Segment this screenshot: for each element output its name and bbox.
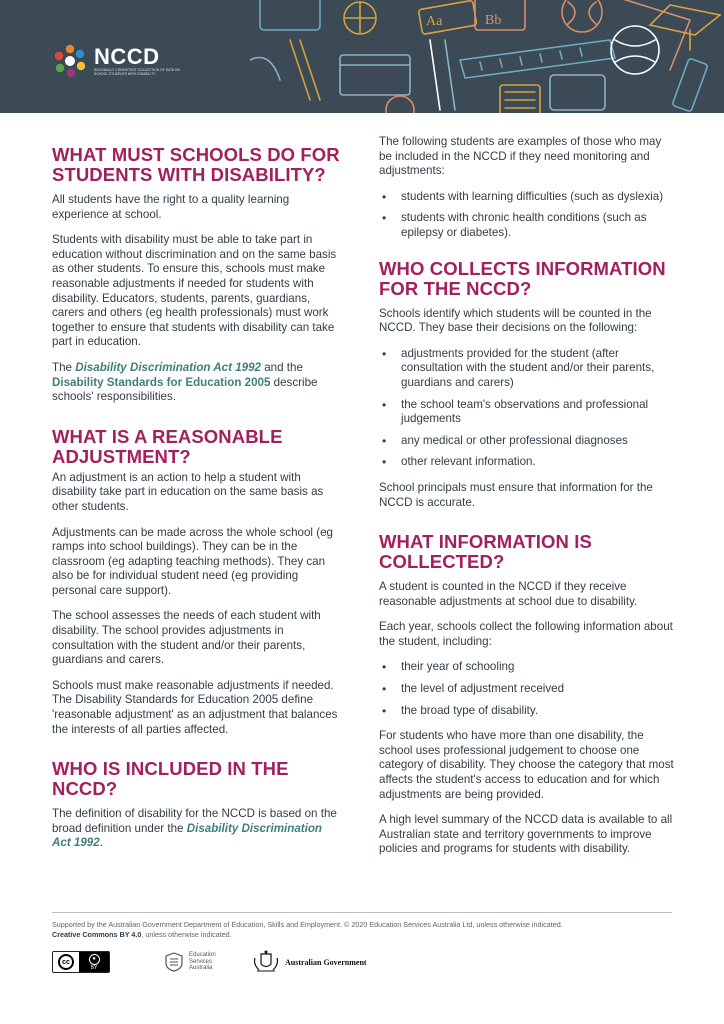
paragraph: For students who have more than one disability, the school uses professional judgement to choose one category of disability. They choose the category that most affects the student's access to education and for which adjustments are being provided. (379, 729, 674, 801)
list-item: • their year of schooling (379, 660, 676, 675)
paragraph: Schools identify which students will be counted in the NCCD. They base their decisions on the following: (379, 306, 652, 335)
text: . (99, 836, 103, 850)
paragraph: A high level summary of the NCCD data is available to all Australian state and territory governments to improve policies and programs for students with disability. (379, 813, 673, 856)
nccd-logo-icon (52, 43, 88, 79)
australian-government-logo (251, 950, 367, 974)
list-item: • any medical or other professional diagnoses (379, 434, 676, 449)
paragraph: Each year, schools collect the following information about the student, including: (379, 620, 673, 648)
heading-who-collects: WHO COLLECTS INFORMATION FOR THE NCCD? (379, 257, 666, 299)
logo-title: NCCD (94, 44, 160, 69)
footer-line: Supported by the Australian Government Department of Education, Skills and Employment. © 2020 Education Services Australia Ltd, unless otherwise indicated. (52, 920, 563, 929)
header-banner (0, 0, 724, 113)
paragraph: Schools must make reasonable adjustments if needed. The Disability Standards for Education 2005 define 'reasonable adjustment' as an adjustment that balances the interests of all parties affected. (52, 678, 338, 736)
list-item: • adjustments provided for the student (after consultation with the student and/or their parents, guardians and carers) (379, 347, 676, 391)
paragraph: An adjustment is an action to help a student with disability take part in education on the same basis as other students. (52, 470, 324, 513)
svg-text:Bb: Bb (485, 13, 502, 28)
nccd-logo (52, 41, 189, 81)
paragraph: A student is counted in the NCCD if they receive reasonable adjustments at school due to disability. (379, 580, 638, 608)
license-link[interactable]: Creative Commons BY 4.0 (52, 929, 142, 939)
svg-text:Aa: Aa (426, 14, 443, 29)
right-column (379, 135, 676, 857)
link-disability-standards[interactable]: Disability Standards for Education 2005 (52, 375, 271, 389)
footer-divider (52, 912, 672, 913)
coat-of-arms-icon (251, 950, 281, 974)
esa-logo (164, 952, 225, 972)
government-label: Australian Government (285, 957, 367, 967)
text: The definition of disability for the NCCD is based on the broad definition under the (52, 807, 337, 835)
paragraph: Adjustments can be made across the whole school (eg ramps into school buildings). They can be in the classroom (eg adapting teaching methods). They can also be for individual student need (eg providing personal care support). (52, 525, 333, 597)
text: The (52, 360, 76, 374)
paragraph-legislation (52, 361, 342, 405)
heading-who-is-included: WHO IS INCLUDED IN THE NCCD? (52, 758, 289, 800)
paragraph: All students have the right to a quality learning experience at school. (52, 193, 290, 221)
paragraph: The school assesses the needs of each student with disability. The school provides adjustments in consultation with the student and/or their parents, guardians and carers. (52, 609, 321, 667)
list-item: • the level of adjustment received (379, 682, 676, 697)
list-item: • students with chronic health conditions (such as epilepsy or diabetes). (379, 211, 676, 240)
text: describe schools' responsibilities. (52, 375, 318, 404)
bullet-list-decisions (379, 347, 676, 470)
list-item: • students with learning difficulties (such as dyslexia) (379, 190, 676, 205)
left-column (52, 145, 342, 851)
footer-copyright (52, 920, 672, 939)
heading-what-information: WHAT INFORMATION IS COLLECTED? (379, 531, 592, 573)
esa-shield-icon (164, 952, 184, 972)
paragraph-definition (52, 807, 342, 851)
text: and the (260, 360, 303, 374)
cc-by-label: BY (90, 964, 98, 971)
paragraph: Students with disability must be able to take part in education without discrimination and on the same basis as other students. To ensure this, schools must make reasonable adjustments if needed for students with disability. Educators, students, parents, guardians, carers and others (eg health professionals) must work together to ensure that students with disability can take part in education. (52, 233, 337, 349)
text: , unless otherwise indicated. (141, 929, 232, 939)
creative-commons-badge[interactable] (52, 951, 110, 973)
list-item: • other relevant information. (379, 455, 676, 470)
cc-icon: cc (58, 954, 74, 970)
esa-logo-text: Education Services Australia (189, 952, 216, 972)
attribution-person-icon: ● (89, 954, 100, 965)
logo-subtitle: NATIONALLY CONSISTENT COLLECTION OF DATA ON SCHOOL STUDENTS WITH DISABILITY (94, 68, 180, 76)
bullet-list-examples (379, 190, 676, 241)
paragraph: School principals must ensure that information for the NCCD is accurate. (379, 480, 653, 509)
link-disability-discrimination-act-2[interactable]: Disability Discrimination Act 1992 (52, 821, 323, 850)
school-doodle-illustration (250, 0, 724, 113)
heading-what-must-schools-do: WHAT MUST SCHOOLS DO FOR STUDENTS WITH DISABILITY? (52, 144, 340, 185)
footer-license-line (52, 930, 672, 940)
list-item: • the broad type of disability. (379, 704, 676, 719)
heading-reasonable-adjustment: WHAT IS A REASONABLE ADJUSTMENT? (52, 425, 283, 467)
link-disability-discrimination-act[interactable]: Disability Discrimination Act 1992 (75, 360, 261, 374)
paragraph: The following students are examples of those who may be included in the NCCD if they need monitoring and adjustments: (379, 135, 662, 178)
bullet-list-information (379, 660, 676, 718)
list-item: • the school team's observations and professional judgements (379, 398, 676, 427)
footer-logos (52, 948, 367, 976)
